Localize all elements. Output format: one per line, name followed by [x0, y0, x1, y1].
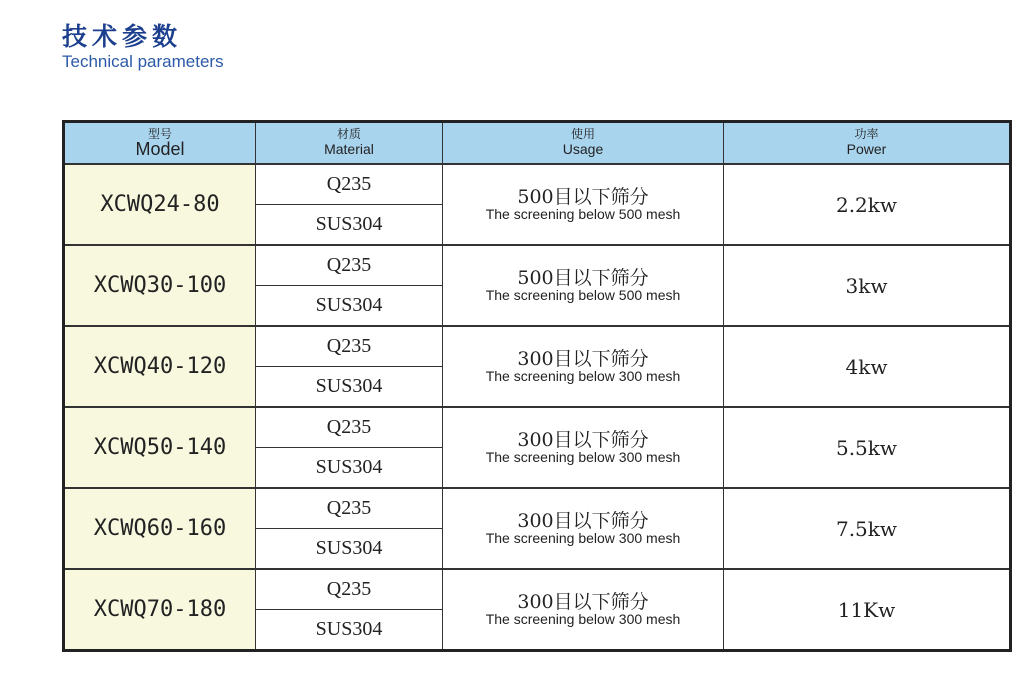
material-cell: Q235 — [256, 326, 443, 367]
usage-zh: 500目以下筛分 — [517, 267, 649, 289]
table-row — [64, 569, 1011, 610]
usage-en: The screening below 500 mesh — [485, 287, 681, 303]
power-cell: 7.5kw — [724, 488, 1011, 569]
header-model-en: Model — [135, 139, 185, 159]
material-cell: Q235 — [256, 245, 443, 286]
power-cell: 5.5kw — [724, 407, 1011, 488]
table-row — [64, 326, 1011, 367]
section-heading — [62, 22, 224, 72]
model-cell: XCWQ24-80 — [64, 164, 256, 245]
material-cell: SUS304 — [256, 205, 443, 246]
usage-zh: 300目以下筛分 — [517, 429, 649, 451]
model-cell: XCWQ50-140 — [64, 407, 256, 488]
header-usage-zh: 使用 — [570, 127, 595, 141]
usage-en: The screening below 300 mesh — [485, 368, 681, 384]
header-row — [64, 122, 1011, 165]
power-cell: 4kw — [724, 326, 1011, 407]
usage-cell — [443, 569, 724, 651]
usage-en: The screening below 300 mesh — [485, 449, 681, 465]
model-cell: XCWQ30-100 — [64, 245, 256, 326]
usage-zh: 300目以下筛分 — [517, 591, 649, 613]
header-model-zh: 型号 — [147, 127, 172, 141]
model-cell: XCWQ70-180 — [64, 569, 256, 651]
usage-cell — [443, 245, 724, 326]
usage-en: The screening below 300 mesh — [485, 530, 681, 546]
table-row — [64, 164, 1011, 205]
usage-zh: 300目以下筛分 — [517, 510, 649, 532]
usage-zh: 500目以下筛分 — [517, 186, 649, 208]
table-row — [64, 488, 1011, 529]
model-cell: XCWQ60-160 — [64, 488, 256, 569]
header-material — [256, 122, 443, 165]
material-cell: Q235 — [256, 407, 443, 448]
power-cell: 3kw — [724, 245, 1011, 326]
material-cell: Q235 — [256, 164, 443, 205]
heading-title-zh: 技术参数 — [62, 22, 183, 51]
material-cell: SUS304 — [256, 529, 443, 570]
model-cell: XCWQ40-120 — [64, 326, 256, 407]
material-cell: SUS304 — [256, 448, 443, 489]
header-power-en: Power — [846, 141, 887, 157]
usage-zh: 300目以下筛分 — [517, 348, 649, 370]
header-material-en: Material — [324, 141, 374, 157]
power-cell: 2.2kw — [724, 164, 1011, 245]
table-row — [64, 407, 1011, 448]
header-usage — [443, 122, 724, 165]
usage-cell — [443, 407, 724, 488]
header-power — [724, 122, 1011, 165]
usage-cell — [443, 488, 724, 569]
table-body — [64, 164, 1011, 651]
header-power-zh: 功率 — [854, 127, 879, 141]
material-cell: SUS304 — [256, 610, 443, 651]
usage-cell — [443, 164, 724, 245]
power-cell: 11Kw — [724, 569, 1011, 651]
table-row — [64, 245, 1011, 286]
header-material-zh: 材质 — [336, 127, 361, 141]
usage-en: The screening below 500 mesh — [485, 206, 681, 222]
header-usage-en: Usage — [562, 141, 604, 157]
material-cell: Q235 — [256, 569, 443, 610]
material-cell: SUS304 — [256, 367, 443, 408]
usage-cell — [443, 326, 724, 407]
usage-en: The screening below 300 mesh — [485, 611, 681, 627]
technical-parameters-table — [62, 120, 1012, 652]
material-cell: Q235 — [256, 488, 443, 529]
material-cell: SUS304 — [256, 286, 443, 327]
heading-title-en: Technical parameters — [62, 52, 224, 71]
table-header — [64, 122, 1011, 165]
header-model — [64, 122, 256, 165]
